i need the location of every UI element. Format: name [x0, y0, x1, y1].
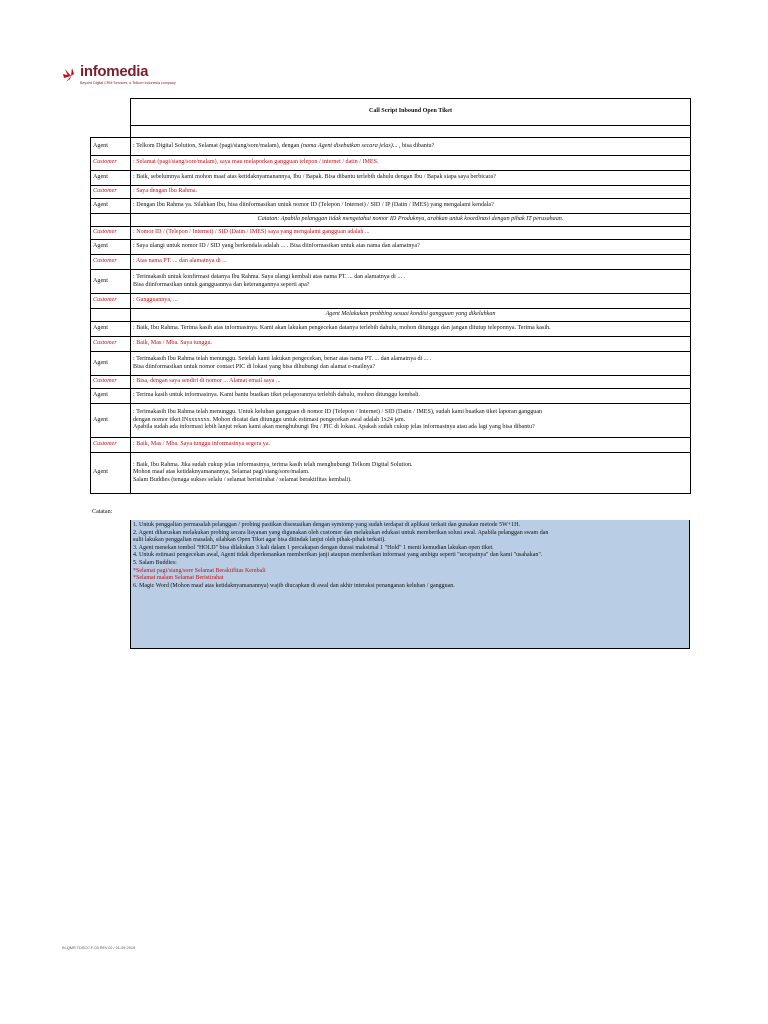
speaker-label: Customer	[91, 186, 131, 199]
infomedia-logo-icon	[62, 67, 80, 85]
dialog-line: Bisa diinformasikan untuk gangguannya dan keterangannya seperti apa?	[133, 281, 310, 288]
dialog-text	[131, 240, 691, 255]
dialog-text	[131, 171, 691, 186]
dialog-text	[131, 389, 691, 404]
note-line: *Selamat malam Selamat Beristirahat	[133, 575, 224, 582]
table-row	[91, 438, 691, 453]
dialog-italic: (nama Agent disebutkan secara jelas)	[300, 142, 393, 149]
table-row	[91, 337, 691, 352]
dialog-line: Bisa diinformasikan untuk nomor contact PIC di lokasi yang bisa dihubungi dan alamat e-mailnya?	[133, 363, 376, 370]
speaker-label: Customer	[91, 294, 131, 309]
dialog-line: : Selamat (pagi/siang/sore/malam), saya mau melaporkan gangguan telepon / internet / datin / IMES.	[133, 159, 379, 166]
dialog-text	[131, 270, 691, 294]
note-line: *Selamat pagi/siang/sore Selamat Beraktifitas Kembali	[133, 567, 266, 574]
table-row	[91, 404, 691, 438]
dialog-line: : Telkom Digital Solution, Selamat (pagi/siang/sore/malam), dengan	[133, 142, 301, 149]
role-cell	[91, 214, 131, 227]
table-row	[91, 309, 691, 322]
dialog-tail: ... , bisa dibantu?	[392, 142, 435, 149]
dialog-text	[131, 199, 691, 214]
dialog-text	[131, 322, 691, 337]
dialog-text	[131, 376, 691, 389]
speaker-label: Agent	[91, 240, 131, 255]
note-line: 3. Agent menekan tombol "HOLD" bisa dilakukan 3 kali dalam 1 percakapan dengan durasi maksimal 1 "Hold" 1 menit kemudian lakukan open tiket.	[133, 544, 494, 551]
speaker-label: Agent	[91, 352, 131, 376]
speaker-label: Agent	[91, 138, 131, 156]
dialog-line: Apabila sudah ada informasi lebih lanjut rekan kami akan menghubungi Ibu / PIC di lokasi. Apakah sudah cukup jelas informasinya atau ada lagi yang bisa dibantu?	[133, 424, 535, 431]
dialog-line: : Dengan Ibu Rahma ya. Silahkan Ibu, bisa diinformasikan untuk nomor ID (Telepon / Internet) / SID / IP (Datin / IMES) yang mengalami kendala?	[133, 202, 494, 209]
dialog-line: : Nomor ID / (Telepon / Internet) / SID (Datin / IMES) saya yang mengalami gangguan adalah ...	[133, 229, 370, 236]
speaker-label: Customer	[91, 438, 131, 453]
dialog-line: Mohon maaf atas ketidaknyamanannya, Selamat pagi/siang/sore/malam.	[133, 469, 310, 476]
dialog-text	[131, 294, 691, 309]
call-script-table	[90, 98, 691, 494]
logo-tagline: Beyond Digital CRM Services, a Telkom Indonesia company	[80, 81, 176, 85]
note-line: 5. Salam Buddies:	[133, 559, 177, 566]
speaker-label: Agent	[91, 171, 131, 186]
dialog-line: : Terimakasih untuk konfirmasi datanya Ibu Rahma. Saya ulangi kembali atas nama PT. ... dan alamatnya di ... .	[133, 273, 405, 280]
dialog-line: : Baik, sebelumnya kami mohon maaf atas ketidaknyamanannya, Ibu / Bapak. Bisa dibantu terlebih dahulu dengan Ibu / Bapak siapa saya berbicara?	[133, 174, 496, 181]
dialog-text	[131, 255, 691, 270]
table-row	[91, 227, 691, 240]
speaker-label: Agent	[91, 389, 131, 404]
dialog-line: : Terima kasih untuk informasinya. Kami bantu buatkan tiket pelaporannya terlebih dahulu, mohon ditunggu kembali.	[133, 392, 420, 399]
dialog-text	[131, 186, 691, 199]
dialog-line: : Baik, Mas / Mba. Saya tunggu informasinya segera ya.	[133, 441, 271, 448]
notes-box	[130, 520, 690, 649]
company-logo	[62, 63, 176, 97]
speaker-label: Agent	[91, 270, 131, 294]
dialog-line: : Atas nama PT. ... dan alamatnya di ...	[133, 258, 227, 265]
dialog-text	[131, 138, 691, 156]
note-line: 1. Untuk penggalian permasalah pelanggan / probing pastikan disesuaikan dengan symtomp yang sudah terdapat di aplikasi terkait dan gunakan metode 5W+1H.	[133, 522, 520, 528]
speaker-label: Customer	[91, 227, 131, 240]
table-row	[91, 214, 691, 227]
role-cell	[91, 309, 131, 322]
speaker-label: Agent	[91, 453, 131, 494]
speaker-label: Customer	[91, 337, 131, 352]
dialog-text	[131, 352, 691, 376]
table-row	[91, 294, 691, 309]
speaker-label: Customer	[91, 156, 131, 171]
dialog-line: : Terimakasih Ibu Rahma telah menunggu. Setelah kami lakukan pengecekan, benar atas nama PT. ... dan alamatnya di ... .	[133, 355, 432, 362]
logo-wordmark: infomedia	[80, 63, 149, 80]
script-note: Catatan: Apabila pelanggan tidak mengetahui nomor ID Produknya, arahkan untuk koordinasi dengan pihak IT perusahaan.	[131, 214, 691, 227]
table-row	[91, 240, 691, 255]
dialog-text	[131, 337, 691, 352]
dialog-line: : Saya ulangi untuk nomor ID / SID yang berkendala adalah ... . Bisa diinformasikan untuk atas nama dan alamatnya?	[133, 243, 420, 250]
document-footer-code: IN.QMR.TDSCC.F-03 REV.02 / 01-09-2019	[62, 946, 136, 950]
speaker-label: Agent	[91, 199, 131, 214]
table-row	[91, 376, 691, 389]
table-row	[91, 171, 691, 186]
table-row	[91, 138, 691, 156]
dialog-text	[131, 156, 691, 171]
dialog-line: : Bisa, dengan saya sendiri di nomor ... Alamat email saya ...	[133, 378, 281, 385]
table-row	[91, 270, 691, 294]
table-row	[91, 352, 691, 376]
notes-label: Catatan:	[92, 509, 113, 515]
dialog-line: dengan nomor tiket INxxxxxxx. Mohon dicatat dan ditunggu untuk estimasi pengecekan awal adalah 1x24 jam.	[133, 416, 406, 423]
dialog-text	[131, 453, 691, 494]
dialog-line: : Baik, Ibu Rahma. Terima kasih atas informasinya. Kami akan lakukan pengecekan datanya terlebih dahulu, mohon ditunggu dan jangan ditutup teleponnya. Terima kasih.	[133, 325, 551, 332]
speaker-label: Customer	[91, 255, 131, 270]
dialog-text	[131, 404, 691, 438]
dialog-line: : Gangguannya, ...	[133, 297, 178, 304]
dialog-line: : Terimakasih Ibu Rahma telah menunggu. Untuk keluhan gangguan di nomor ID (Telepon / Internet) / SID (Datin / IMES), sudah kami buatkan tiket laporan gangguan	[133, 409, 543, 416]
page-title: Call Script Inbound Open Tiket	[131, 99, 691, 126]
note-line: 2. Agent diharuskan melakukan probing secara lisyanan yang digunakan oleh customer dan melakukan edukasi untuk memberikan solusi awal. Apabila pelanggan swam dan	[133, 529, 549, 536]
note-line: sulit lakukan penggalian masalah, silahkan Open Tiket agar bisa ditindak lanjut oleh pihak-pihak terkait).	[133, 537, 386, 544]
table-row	[91, 199, 691, 214]
notes-section	[90, 508, 690, 649]
speaker-label: Agent	[91, 322, 131, 337]
dialog-text	[131, 227, 691, 240]
dialog-text	[131, 438, 691, 453]
dialog-line: Salam Buddies (tenaga sukses selalu / selamat beristirahat / selamat beraktifitas kembali).	[133, 476, 352, 483]
script-note: Agent Melakukan probbing sesuai kondisi gangguan yang dikeluhkan	[131, 309, 691, 322]
table-row	[91, 322, 691, 337]
speaker-label: Customer	[91, 376, 131, 389]
note-line: 4. Untuk estimasi pengecekan awal, Agent tidak diperkenankan memberikan janji ataupun memberikan informasi yang ambigu seperti "secepatnya" dan kami "usahakan".	[133, 552, 543, 559]
speaker-label: Agent	[91, 404, 131, 438]
table-row	[91, 389, 691, 404]
dialog-line: : Saya dengan Ibu Rahma.	[133, 188, 198, 195]
call-script-sheet	[90, 98, 690, 494]
table-row	[91, 255, 691, 270]
dialog-line: : Baik, Mas / Mba. Saya tunggu.	[133, 340, 213, 347]
note-line: 6. Magic Word (Mohon maaf atas ketidaknyamanannya) wajib diucapkan di awal dan akhir interaksi penanganan keluhan / gangguan.	[133, 582, 455, 589]
dialog-line: : Baik, Ibu Rahma. Jika sudah cukup jelas informasinya, terima kasih telah menghubungi Telkom Digital Solution.	[133, 461, 413, 468]
table-row	[91, 156, 691, 171]
table-row	[91, 453, 691, 494]
table-row	[91, 186, 691, 199]
